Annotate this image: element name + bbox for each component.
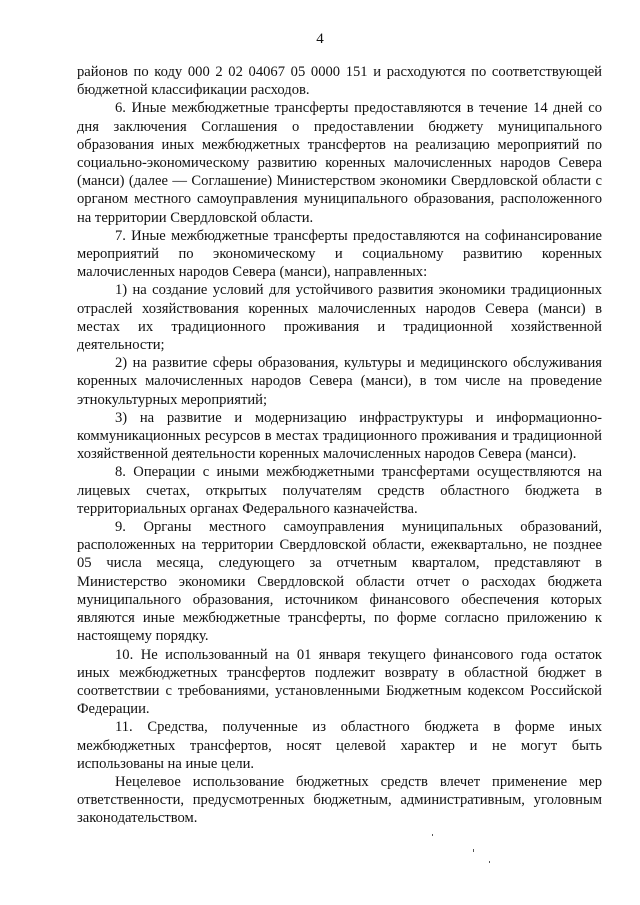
- paragraph-item-7: 7. Иные межбюджетные трансферты предоставляются на софинансирование мероприятий по экономическому и социальному развитию коренных малочисленных народов Севера (манси), направленных:: [77, 227, 602, 281]
- paragraph-item-6: 6. Иные межбюджетные трансферты предоставляются в течение 14 дней со дня заключения Соглашения о предоставлении бюджету муниципального образования иных межбюджетных трансфертов на реализацию мероприятий по социально-экономическому развитию коренных малочисленных народов Севера (манси) (далее — Соглашение) Министерством экономики Свердловской области с органом местного самоуправления муниципального образования, расположенного на территории Свердловской области.: [77, 100, 602, 226]
- scan-speck: [473, 849, 474, 852]
- paragraph-item-9: 9. Органы местного самоуправления муниципальных образований, расположенных на территории Свердловской области, ежеквартально, не позднее 05 числа месяца, следующего за отчетным кварталом, представляют в Министерство экономики Свердловской области отчет о расходах бюджета муниципального образования, источником финансового обеспечения которых являются иные межбюджетные трансферты, по форме согласно приложению к настоящему порядку.: [77, 519, 602, 645]
- paragraph-item-10: 10. Не использованный на 01 января текущего финансового года остаток иных межбюджетных трансфертов подлежит возврату в областной бюджет в соответствии с требованиями, установленными Бюджетным кодексом Российской Федерации.: [77, 646, 602, 718]
- document-body: [77, 63, 602, 828]
- paragraph-subitem-2: 2) на развитие сферы образования, культуры и медицинского обслуживания коренных малочисленных народов Севера (манси), в том числе на проведение этнокультурных мероприятий;: [77, 355, 602, 408]
- paragraph-item-11: 11. Средства, полученные из областного бюджета в форме иных межбюджетных трансфертов, носят целевой характер и не могут быть использованы на иные цели.: [77, 719, 602, 772]
- paragraph-continuation: районов по коду 000 2 02 04067 05 0000 151 и расходуются по соответствующей бюджетной классификации расходов.: [77, 64, 602, 99]
- paragraph-item-8: 8. Операции с иными межбюджетными трансфертами осуществляются на лицевых счетах, открытых получателям средств областного бюджета в территориальных органах Федерального казначейства.: [77, 464, 602, 517]
- paragraph-subitem-3: 3) на развитие и модернизацию инфраструктуры и информационно-коммуникационных ресурсов в местах традиционного проживания и традиционной хозяйственной деятельности коренных малочисленных народов Севера (манси).: [77, 409, 602, 463]
- scan-speck: [489, 861, 490, 863]
- scan-speck: [432, 834, 433, 836]
- page-number: 4: [316, 31, 324, 47]
- paragraph-closing: Нецелевое использование бюджетных средств влечет применение мер ответственности, предусмотренных бюджетным, административным, уголовным законодательством.: [77, 773, 602, 827]
- paragraph-subitem-1: 1) на создание условий для устойчивого развития экономики традиционных отраслей хозяйствования коренных малочисленных народов Севера (манси) в местах их традиционного проживания и традиционной хозяйственной деятельности;: [77, 282, 602, 354]
